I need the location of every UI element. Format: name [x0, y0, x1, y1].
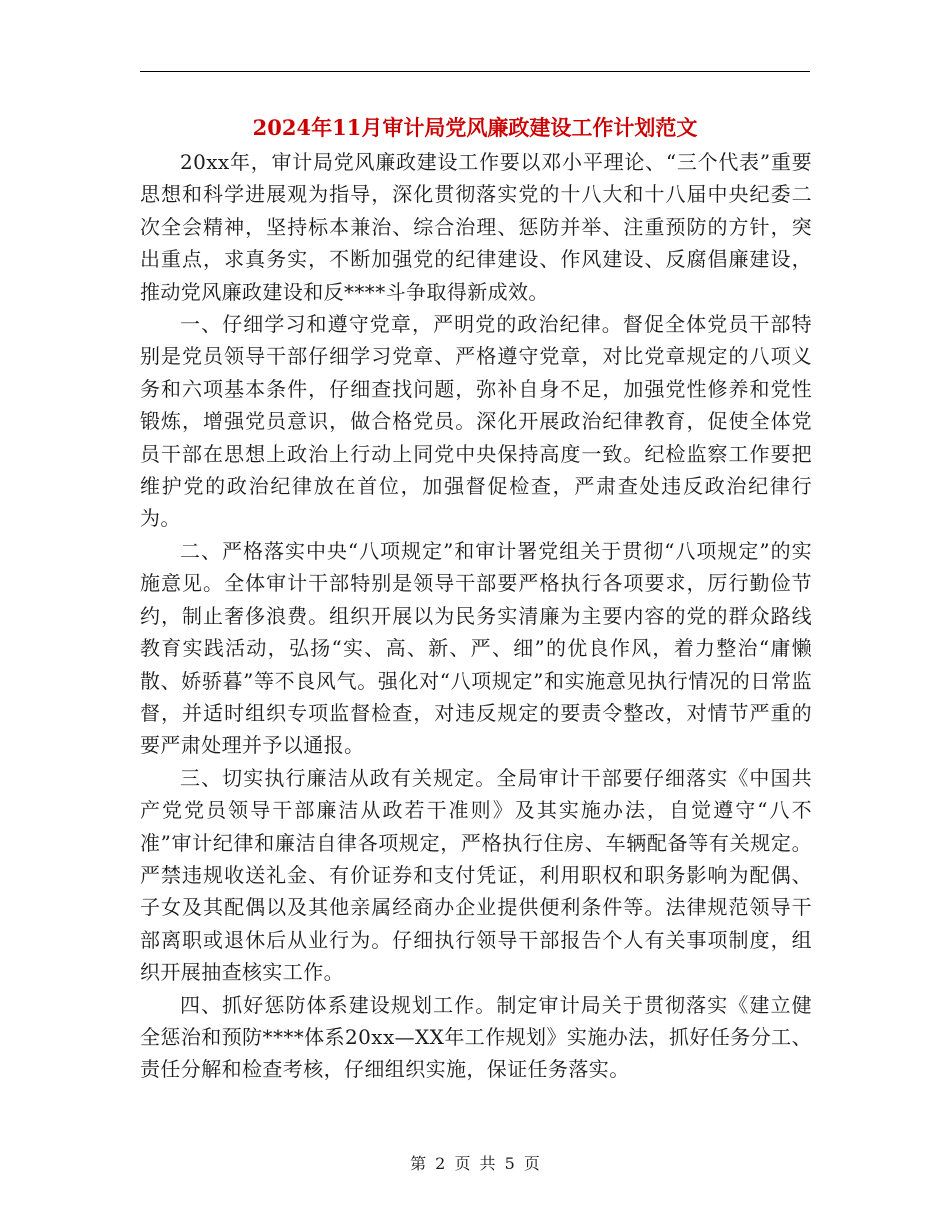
paragraph-section-2: 二、严格落实中央“八项规定”和审计署党组关于贯彻“八项规定”的实施意见。全体审计干部特别是领导干部要严格执行各项要求，厉行勤俭节约，制止奢侈浪费。组织开展以为民务实清廉为主要内容的党的群众路线教育实践活动，弘扬“实、高、新、严、细”的优良作风，着力整治“庸懒散、娇骄暮”等不良风气。强化对“八项规定”和实施意见执行情况的日常监督，并适时组织专项监督检查，对违反规定的要责令整改，对情节严重的要严肃处理并予以通报。 — [140, 538, 812, 758]
paragraph-section-3: 三、切实执行廉洁从政有关规定。全局审计干部要仔细落实《中国共产党党员领导干部廉洁从政若干准则》及其实施办法，自觉遵守“八不准”审计纪律和廉洁自律各项规定，严格执行住房、车辆配备等有关规定。严禁违规收送礼金、有价证券和支付凭证，利用职权和职务影响为配偶、子女及其配偶以及其他亲属经商办企业提供便利条件等。法律规范领导干部离职或退休后从业行为。仔细执行领导干部报告个人有关事项制度，组织开展抽查核实工作。 — [140, 765, 812, 985]
header-rule — [140, 71, 810, 72]
paragraph-intro: 20xx年，审计局党风廉政建设工作要以邓小平理论、“三个代表”重要思想和科学进展观为指导，深化贯彻落实党的十八大和十八届中央纪委二次全会精神，坚持标本兼治、综合治理、惩防并举、注重预防的方针，突出重点，求真务实，不断加强党的纪律建设、作风建设、反腐倡廉建设，推动党风廉政建设和反****斗争取得新成效。 — [140, 150, 812, 304]
paragraph-section-4: 四、抓好惩防体系建设规划工作。制定审计局关于贯彻落实《建立健全惩治和预防****体系20xx—XX年工作规划》实施办法，抓好任务分工、责任分解和检查考核，仔细组织实施，保证任务落实。 — [140, 992, 812, 1082]
document-body — [140, 146, 812, 1086]
page-number: 第 2 页 共 5 页 — [410, 1154, 540, 1173]
paragraph-section-1: 一、仔细学习和遵守党章，严明党的政治纪律。督促全体党员干部特别是党员领导干部仔细学习党章、严格遵守党章，对比党章规定的八项义务和六项基本条件，仔细查找问题，弥补自身不足，加强党性修养和党性锻炼，增强党员意识，做合格党员。深化开展政治纪律教育，促使全体党员干部在思想上政治上行动上同党中央保持高度一致。纪检监察工作要把维护党的政治纪律放在首位，加强督促检查，严肃查处违反政治纪律行为。 — [140, 312, 812, 531]
document-title: 2024年11月审计局党风廉政建设工作计划范文 — [252, 115, 698, 140]
